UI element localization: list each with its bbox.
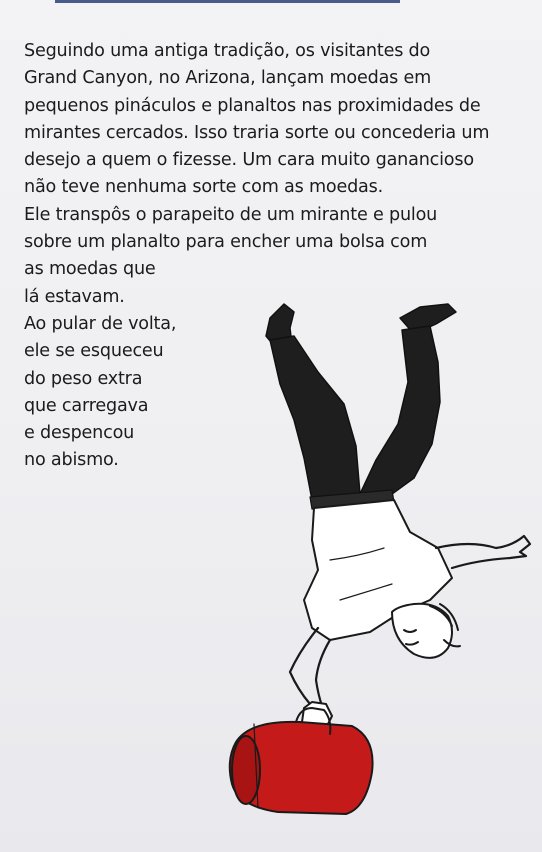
story-line: mirantes cercados. Isso traria sorte ou concederia um [24,122,490,143]
story-line: ele se esqueceu [24,341,164,362]
left-arm [290,628,330,706]
story-line: que carregava [24,395,149,416]
story-line: Ele transpôs o parapeito de um mirante e pulou [24,204,438,225]
right-arm [436,536,530,568]
story-line: pequenos pináculos e planaltos nas proximidades de [24,95,481,116]
story-line: Grand Canyon, no Arizona, lançam moedas em [24,68,432,89]
story-line: no abismo. [24,450,119,471]
story-line: e despencou [24,423,135,444]
story-line: sobre um planalto para encher uma bolsa com [24,232,428,253]
story-line: as moedas que [24,259,156,280]
story-line: desejo a quem o fizesse. Um cara muito ganancioso [24,150,474,171]
story-line: do peso extra [24,368,143,389]
red-bag [230,708,373,814]
head [392,604,460,658]
story-line: lá estavam. [24,286,125,307]
trousers [266,304,456,500]
story-line: Ao pular de volta, [24,313,177,334]
story-line: Seguindo uma antiga tradição, os visitantes do [24,41,431,61]
story-line: não teve nenhuma sorte com as moedas. [24,177,384,198]
